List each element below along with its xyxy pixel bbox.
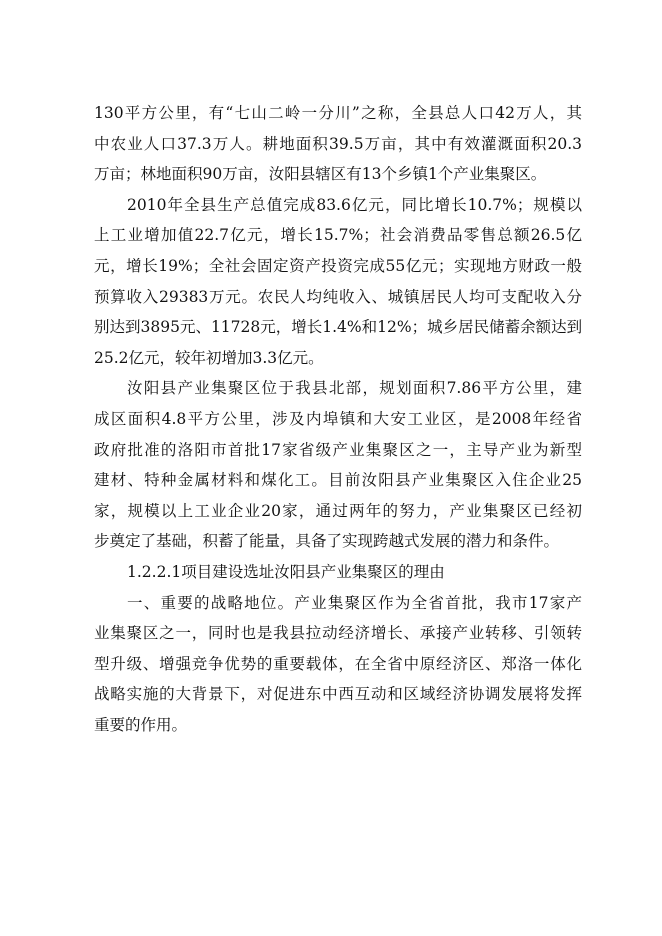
section-heading-site-selection [94, 557, 582, 588]
text-line: 2010年全县生产总值完成83.6亿元，同比增长10.7%；规模以 [127, 195, 582, 214]
paragraph-economic-indicators [94, 190, 582, 374]
text-line: 汝阳县产业集聚区位于我县北部，规划面积7.86平方公里，建 [127, 379, 582, 398]
paragraph-county-overview [94, 98, 582, 190]
text-line: 130平方公里，有“七山二岭一分川”之称，全县总人口42万人，其 [94, 104, 582, 122]
text-line: 25.2亿元，较年初增加3.3亿元。 [94, 348, 324, 367]
text-line: 万亩；林地面积90万亩，汝阳县辖区有13个乡镇1个产业集聚区。 [94, 165, 547, 184]
text-line: 家，规模以上工业企业20家，通过两年的努力，产业集聚区已经初 [94, 501, 582, 520]
text-line: 预算收入29383万元。农民人均纯收入、城镇居民人均可支配收入分 [94, 287, 582, 306]
section-heading: 1.2.2.1项目建设选址汝阳县产业集聚区的理由 [127, 562, 445, 581]
text-line: 上工业增加值22.7亿元，增长15.7%；社会消费品零售总额26.5亿 [94, 226, 582, 245]
text-line: 元，增长19%；全社会固定资产投资完成55亿元；实现地方财政一般 [94, 256, 582, 275]
text-line: 重要的作用。 [94, 715, 188, 734]
text-line: 型升级、增强竞争优势的重要载体，在全省中原经济区、郑洛一体化 [94, 654, 582, 673]
document-body [94, 98, 582, 740]
text-line: 成区面积4.8平方公里，涉及内埠镇和大安工业区，是2008年经省 [94, 409, 582, 428]
text-line: 一、重要的战略地位。产业集聚区作为全省首批，我市17家产 [127, 593, 582, 612]
text-line: 步奠定了基础，积蓄了能量，具备了实现跨越式发展的潜力和条件。 [94, 532, 560, 551]
text-line: 别达到3895元、11728元，增长1.4%和12%；城乡居民储蓄余额达到 [94, 318, 583, 337]
paragraph-industrial-cluster [94, 373, 582, 557]
text-line: 中农业人口37.3万人。耕地面积39.5万亩，其中有效灌溉面积20.3 [94, 134, 582, 153]
text-line: 战略实施的大背景下，对促进东中西互动和区域经济协调发展将发挥 [94, 685, 582, 704]
text-line: 政府批准的洛阳市首批17家省级产业集聚区之一，主导产业为新型 [94, 440, 582, 459]
text-line: 建材、特种金属材料和煤化工。目前汝阳县产业集聚区入住企业25 [94, 471, 582, 490]
text-line: 业集聚区之一，同时也是我县拉动经济增长、承接产业转移、引领转 [94, 624, 582, 643]
paragraph-strategic-position [94, 588, 582, 741]
